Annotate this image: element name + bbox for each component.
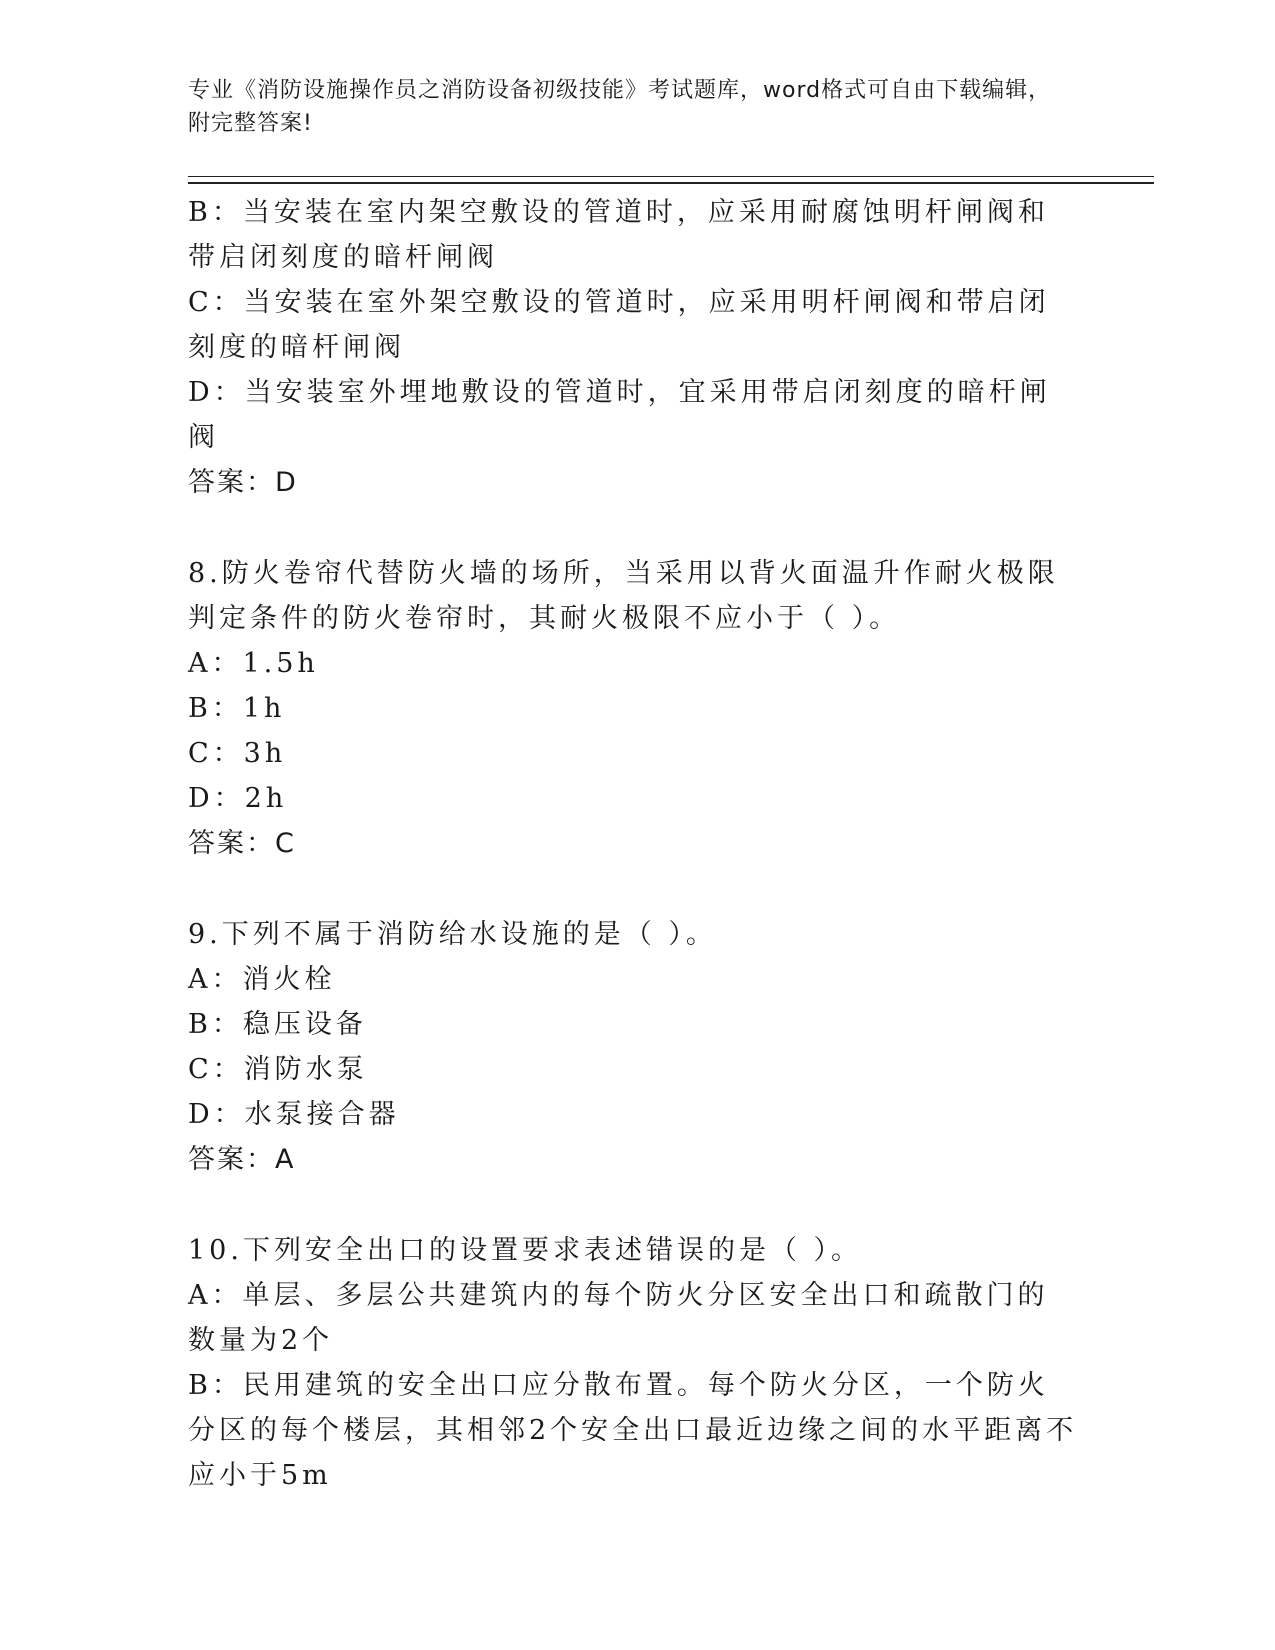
block-gap <box>188 867 1078 912</box>
question-stem: 9.下列不属于消防给水设施的是（ ）。 <box>188 919 717 950</box>
option-line: C：3h <box>188 738 287 769</box>
block-gap <box>188 1183 1078 1228</box>
option-line: D：当安装室外埋地敷设的管道时，宜采用带启闭刻度的暗杆闸阀 <box>188 377 1051 453</box>
option-line: C：消防水泵 <box>188 1054 368 1085</box>
header-rule-thin <box>188 176 1154 177</box>
answer-line: 答案：D <box>188 467 298 498</box>
question-block-q8 <box>188 551 1078 867</box>
question-stem: 10.下列安全出口的设置要求表述错误的是（ ）。 <box>188 1235 863 1266</box>
option-line: B：当安装在室内架空敷设的管道时，应采用耐腐蚀明杆闸阀和带启闭刻度的暗杆闸阀 <box>188 197 1049 273</box>
question-block-q10 <box>188 1228 1078 1498</box>
question-stem: 8.防火卷帘代替防火墙的场所，当采用以背火面温升作耐火极限判定条件的防火卷帘时，其耐火极限不应小于（ ）。 <box>188 558 1059 634</box>
question-content <box>188 190 1078 1498</box>
option-line: A：消火栓 <box>188 964 336 995</box>
option-line: A：单层、多层公共建筑内的每个防火分区安全出口和疏散门的数量为2个 <box>188 1280 1049 1356</box>
option-line: D：水泵接合器 <box>188 1099 400 1130</box>
option-line: B：稳压设备 <box>188 1009 367 1040</box>
answer-line: 答案：A <box>188 1144 296 1175</box>
option-line: B：民用建筑的安全出口应分散布置。每个防火分区，一个防火分区的每个楼层，其相邻2个安全出口最近边缘之间的水平距离不应小于5m <box>188 1370 1078 1491</box>
document-header: 专业《消防设施操作员之消防设备初级技能》考试题库，word格式可自由下载编辑，附完整答案! <box>188 78 1052 136</box>
option-line: D：2h <box>188 783 288 814</box>
question-block-q9 <box>188 912 1078 1183</box>
answer-line: 答案：C <box>188 828 296 859</box>
option-line: A：1.5h <box>188 648 319 679</box>
question-block-q7 <box>188 190 1078 506</box>
option-line: C：当安装在室外架空敷设的管道时，应采用明杆闸阀和带启闭刻度的暗杆闸阀 <box>188 287 1050 363</box>
header-rule-thick <box>188 182 1154 184</box>
option-line: B：1h <box>188 693 286 724</box>
block-gap <box>188 506 1078 551</box>
